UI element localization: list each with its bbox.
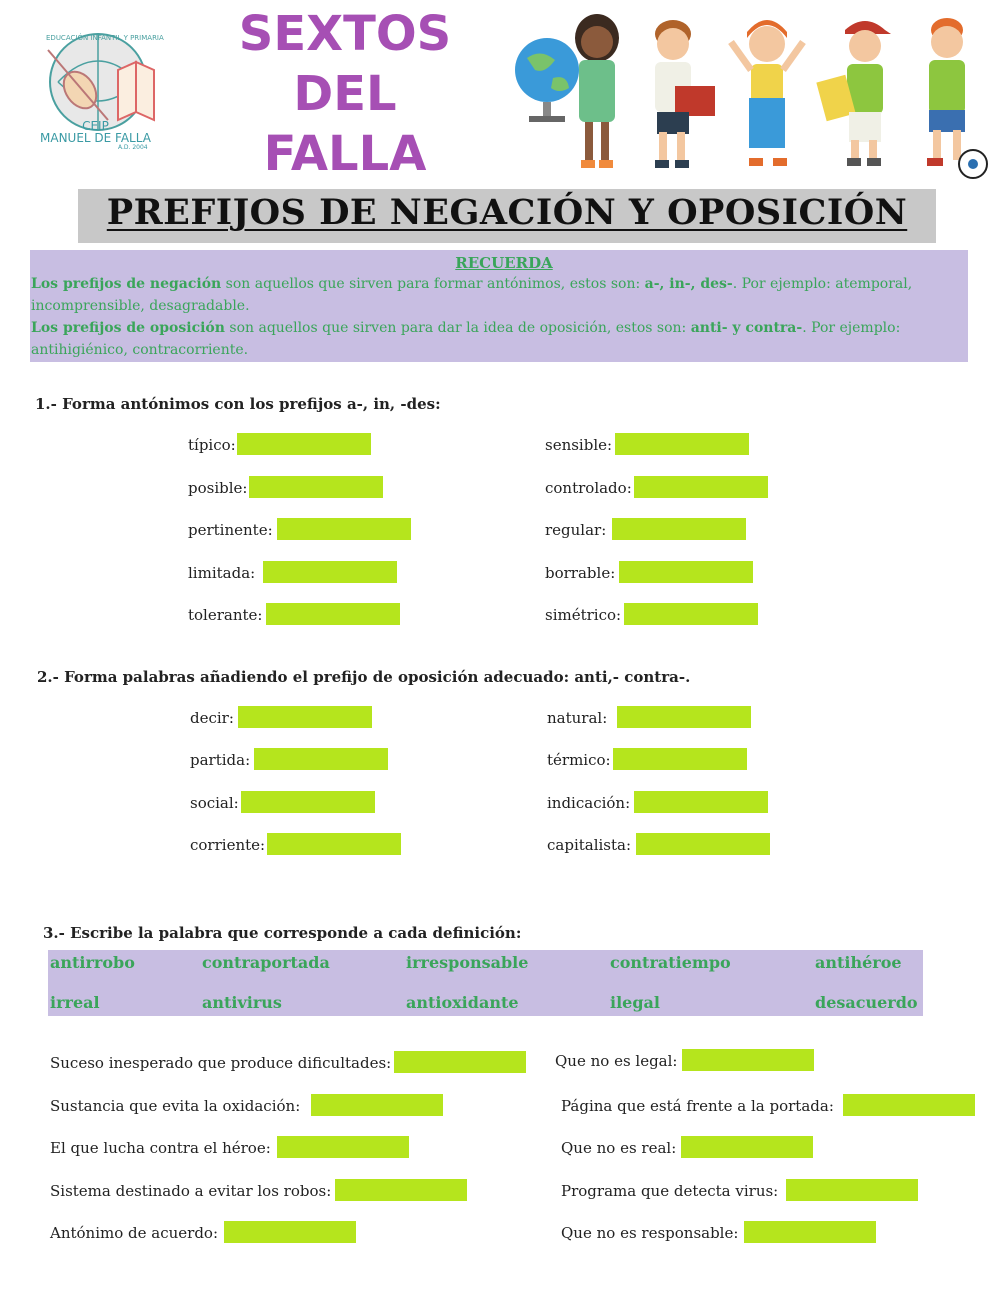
s1-label: tolerante: [188, 606, 263, 624]
word-bank-item: desacuerdo [815, 993, 918, 1012]
word-bank-item: antioxidante [406, 993, 519, 1012]
s1-answer-field[interactable] [237, 433, 371, 455]
s1-label: simétrico: [545, 606, 622, 624]
s3-definition: Programa que detecta virus: [561, 1182, 779, 1200]
header-title-line2: DEL [293, 66, 397, 122]
s1-answer-field[interactable] [266, 603, 400, 625]
opposition-example: . Por ejemplo: antihigiénico, contracorriente. [31, 320, 901, 358]
negation-text: son aquellos que sirven para formar antónimos, estos son: [221, 276, 645, 292]
s1-answer-field[interactable] [624, 603, 758, 625]
s3-answer-field[interactable] [843, 1094, 975, 1116]
negation-list: a-, in-, des- [644, 276, 733, 292]
s1-answer-field[interactable] [249, 476, 383, 498]
s3-answer-field[interactable] [681, 1136, 813, 1158]
students-illustration [505, 8, 995, 183]
s2-label: térmico: [547, 751, 611, 769]
s2-answer-field[interactable] [238, 706, 372, 728]
s3-answer-field[interactable] [682, 1049, 814, 1071]
s3-answer-field[interactable] [277, 1136, 409, 1158]
word-bank-item: irresponsable [406, 953, 529, 972]
section2-title: 2.- Forma palabras añadiendo el prefijo de oposición adecuado: anti,- contra-. [37, 668, 691, 686]
opposition-prefixes-term: Los prefijos de oposición [31, 320, 225, 336]
logo-top-text: EDUCACIÓN INFANTIL Y PRIMARIA [46, 34, 164, 42]
s3-answer-field[interactable] [311, 1094, 443, 1116]
s2-answer-field[interactable] [617, 706, 751, 728]
s2-answer-field[interactable] [267, 833, 401, 855]
opposition-list: anti- y contra- [690, 320, 803, 336]
worksheet-title: PREFIJOS DE NEGACIÓN Y OPOSICIÓN [106, 192, 908, 233]
word-bank-item: antihéroe [815, 953, 902, 972]
s1-label: sensible: [545, 436, 613, 454]
word-bank-item: antirrobo [50, 953, 135, 972]
s2-answer-field[interactable] [613, 748, 747, 770]
s3-answer-field[interactable] [744, 1221, 876, 1243]
s3-answer-field[interactable] [224, 1221, 356, 1243]
school-logo [18, 20, 188, 160]
s1-label: limitada: [188, 564, 256, 582]
s1-label: pertinente: [188, 521, 273, 539]
s2-answer-field[interactable] [241, 791, 375, 813]
student-boy-books-icon [655, 20, 715, 168]
word-bank-item: contratiempo [610, 953, 731, 972]
student-boy-football-icon [927, 18, 987, 178]
s1-answer-field[interactable] [619, 561, 753, 583]
recuerda-text [31, 273, 967, 361]
word-bank-item: contraportada [202, 953, 330, 972]
header-title-line1: SEXTOS [238, 6, 452, 62]
s3-answer-field[interactable] [335, 1179, 467, 1201]
negation-prefixes-term: Los prefijos de negación [31, 276, 222, 292]
s3-definition: Antónimo de acuerdo: [50, 1224, 219, 1242]
s3-definition: Que no es responsable: [561, 1224, 739, 1242]
s2-label: corriente: [190, 836, 266, 854]
s3-definition: Página que está frente a la portada: [561, 1097, 834, 1115]
s1-label: típico: [188, 436, 236, 454]
s1-answer-field[interactable] [615, 433, 749, 455]
logo-bottom-text: A.D. 2004 [118, 144, 148, 151]
word-bank-item: irreal [50, 993, 100, 1012]
s2-label: capitalista: [547, 836, 632, 854]
s1-answer-field[interactable] [612, 518, 746, 540]
header-title-line3: FALLA [263, 126, 427, 182]
s3-definition: Sustancia que evita la oxidación: [50, 1097, 301, 1115]
negation-example: . Por ejemplo: atemporal, incomprensible, desagradable. [31, 276, 913, 314]
s1-label: borrable: [545, 564, 616, 582]
s1-label: regular: [545, 521, 607, 539]
s2-label: decir: [190, 709, 234, 727]
student-boy-cap-icon [816, 21, 891, 166]
s1-answer-field[interactable] [634, 476, 768, 498]
s1-label: posible: [188, 479, 248, 497]
section1-title: 1.- Forma antónimos con los prefijos a-, in, -des: [35, 395, 441, 413]
word-bank-item: antivirus [202, 993, 282, 1012]
recuerda-heading: RECUERDA [455, 254, 553, 272]
s2-answer-field[interactable] [634, 791, 768, 813]
s3-answer-field[interactable] [394, 1051, 526, 1073]
s1-answer-field[interactable] [263, 561, 397, 583]
s3-definition: Que no es legal: [555, 1052, 678, 1070]
s2-label: partida: [190, 751, 251, 769]
s3-answer-field[interactable] [786, 1179, 918, 1201]
s3-definition: Que no es real: [561, 1139, 677, 1157]
s1-answer-field[interactable] [277, 518, 411, 540]
s3-definition: Suceso inesperado que produce dificultades: [50, 1054, 392, 1072]
s2-label: social: [190, 794, 239, 812]
word-bank-item: ilegal [610, 993, 660, 1012]
s2-label: indicación: [547, 794, 631, 812]
section3-title: 3.- Escribe la palabra que corresponde a cada definición: [43, 924, 522, 942]
header-title [230, 4, 460, 184]
student-girl-cheering-icon [731, 20, 803, 166]
s2-label: natural: [547, 709, 608, 727]
s2-answer-field[interactable] [254, 748, 388, 770]
s1-label: controlado: [545, 479, 632, 497]
logo-name-text: CEIP MANUEL DE FALLA [40, 119, 151, 145]
opposition-text: son aquellos que sirven para dar la idea de oposición, estos son: [224, 320, 691, 336]
s2-answer-field[interactable] [636, 833, 770, 855]
s3-definition: El que lucha contra el héroe: [50, 1139, 271, 1157]
student-girl-icon [575, 14, 619, 168]
globe-icon [515, 38, 579, 122]
s3-definition: Sistema destinado a evitar los robos: [50, 1182, 332, 1200]
